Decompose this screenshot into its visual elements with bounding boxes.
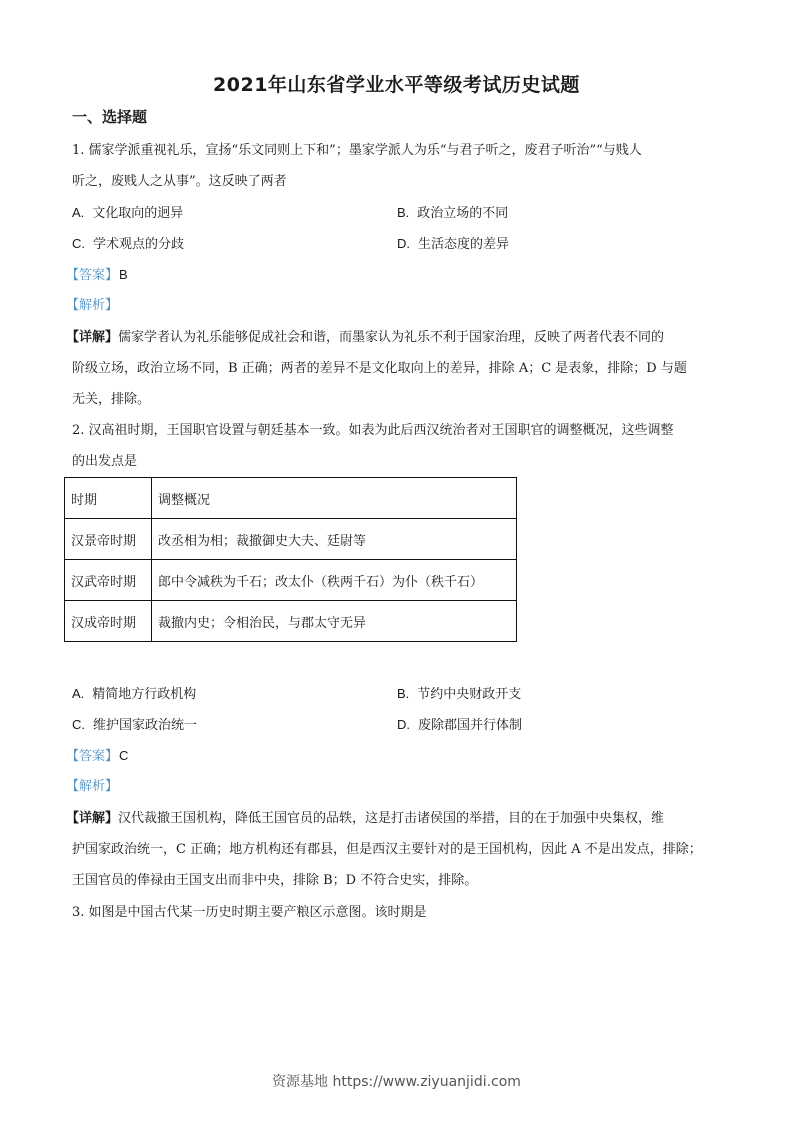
option-letter: C.	[72, 717, 85, 732]
answer-value: B	[119, 267, 128, 282]
q2-analysis	[66, 779, 118, 795]
option-letter: A.	[72, 205, 85, 220]
analysis-label: 【解析】	[66, 779, 119, 794]
answer-value: C	[119, 748, 129, 763]
q1-detail-line-1	[66, 330, 664, 346]
option-letter: D.	[397, 717, 410, 732]
q1-option-c	[72, 236, 184, 253]
table-header-row	[65, 478, 517, 519]
q2-option-a	[72, 686, 196, 703]
table-header-cell: 调整概况	[152, 478, 517, 519]
option-letter: B.	[397, 686, 410, 701]
analysis-label: 【解析】	[66, 298, 119, 313]
footer-watermark: 资源基地 https://www.ziyuanjidi.com	[272, 1074, 521, 1090]
table-cell: 裁撤内史；令相治民，与郡太守无异	[152, 601, 517, 642]
q2-option-d	[397, 717, 522, 734]
table-cell: 汉武帝时期	[65, 560, 152, 601]
q2-answer	[66, 748, 128, 765]
option-letter: A.	[72, 686, 85, 701]
adjustment-table	[64, 477, 517, 642]
q1-analysis	[66, 298, 118, 314]
answer-label: 【答案】	[66, 749, 119, 764]
q1-stem-line-2: 听之，废贱人之从事”。这反映了两者	[72, 174, 287, 189]
q1-option-d	[397, 236, 509, 253]
q1-option-a	[72, 205, 183, 222]
q1-detail-line-3: 无关，排除。	[72, 392, 151, 407]
q2-stem-line-2: 的出发点是	[72, 454, 138, 469]
q3-stem-line-1: 3. 如图是中国古代某一历史时期主要产粮区示意图。该时期是	[72, 905, 427, 920]
option-text: 节约中央财政开支	[417, 687, 522, 702]
option-letter: C.	[72, 236, 85, 251]
option-text: 精简地方行政机构	[92, 687, 197, 702]
answer-label: 【答案】	[66, 268, 119, 283]
q2-stem-line-1: 2. 汉高祖时期，王国职官设置与朝廷基本一致。如表为此后西汉统治者对王国职官的调整概况，这些调整	[72, 423, 674, 438]
detail-text: 儒家学者认为礼乐能够促成社会和谐，而墨家认为礼乐不利于国家治理，反映了两者代表不同的	[118, 330, 665, 345]
page-title: 2021年山东省学业水平等级考试历史试题	[213, 74, 580, 96]
option-letter: B.	[397, 205, 410, 220]
table-row	[65, 601, 517, 642]
option-text: 政治立场的不同	[417, 206, 509, 221]
table-row	[65, 519, 517, 560]
option-text: 学术观点的分歧	[93, 237, 185, 252]
option-text: 生活态度的差异	[418, 237, 510, 252]
table-cell: 郎中令减秩为千石；改太仆（秩两千石）为仆（秩千石）	[152, 560, 517, 601]
detail-label: 【详解】	[66, 330, 119, 345]
q1-detail-line-2: 阶级立场，政治立场不同，B 正确；两者的差异不是文化取向上的差异，排除 A；C 是表象，排除；D 与题	[72, 361, 687, 376]
q2-detail-line-1	[66, 811, 664, 827]
table-cell: 改丞相为相；裁撤御史大夫、廷尉等	[152, 519, 517, 560]
table-row	[65, 560, 517, 601]
option-text: 文化取向的迥异	[92, 206, 184, 221]
detail-text: 汉代裁撤王国机构，降低王国官员的品轶，这是打击诸侯国的举措，目的在于加强中央集权，维	[118, 811, 665, 826]
q2-option-c	[72, 717, 197, 734]
q1-answer	[66, 267, 128, 284]
option-text: 维护国家政治统一	[93, 718, 198, 733]
q1-stem-line-1: 1. 儒家学派重视礼乐，宣扬“乐文同则上下和”；墨家学派人为乐“与君子听之，废君子听治”“与贱人	[72, 143, 642, 158]
q1-option-b	[397, 205, 508, 222]
table-cell: 汉景帝时期	[65, 519, 152, 560]
table-header-cell: 时期	[65, 478, 152, 519]
section-heading: 一、选择题	[72, 108, 148, 126]
option-text: 废除郡国并行体制	[418, 718, 523, 733]
detail-label: 【详解】	[66, 811, 119, 826]
q2-option-b	[397, 686, 521, 703]
q2-detail-line-3: 王国官员的俸禄由王国支出而非中央，排除 B；D 不符合史实，排除。	[72, 873, 478, 888]
option-letter: D.	[397, 236, 410, 251]
q2-detail-line-2: 护国家政治统一，C 正确；地方机构还有郡县，但是西汉主要针对的是王国机构，因此 A 不是出发点，排除；	[72, 842, 702, 857]
table-cell: 汉成帝时期	[65, 601, 152, 642]
